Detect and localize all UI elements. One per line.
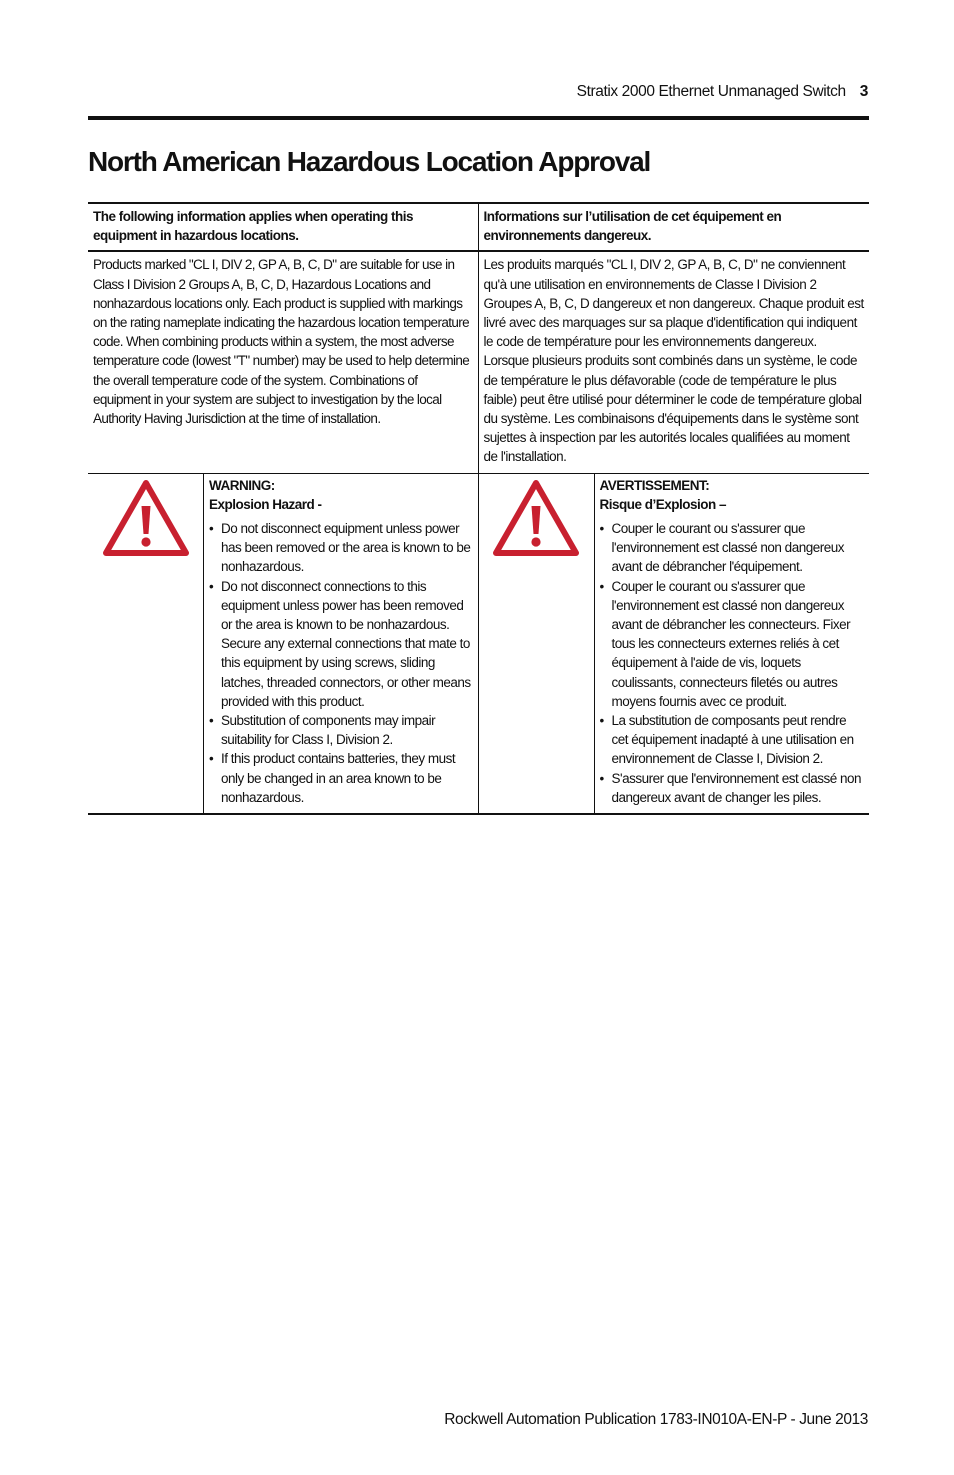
header-rule: [88, 116, 869, 120]
body-french: Les produits marqués "CL I, DIV 2, GP A, B, C, D" ne conviennent qu'à une utilisation en environnements de Classe I Division 2 Groupes A, B, C, D dangereux et non dangereux. Chaque produit est livré avec des marquages sur sa plaque d'identification qui indiquent le code de température pour les environnements dangereux. Lorsque plusieurs produits sont combinés dans un système, le code de température le plus défavorable (code de température le plus faible) peut être utilisé pour déterminer le code de température global du système. Les combinaisons d'équipements dans le système sont sujettes à inspection par les autorités locales qualifiées au moment de l'installation.: [483, 257, 864, 465]
warning-french-cell: [479, 474, 870, 813]
warning-row: [88, 474, 869, 813]
running-header: [88, 83, 868, 101]
page-number: 3: [859, 83, 868, 100]
avertissement-bullet: • Couper le courant ou s'assurer que l'environnement est classé non dangereux avant de débrancher l'équipement.: [600, 519, 866, 577]
footer-publication: Rockwell Automation Publication 1783-IN010A-EN-P - June 2013: [444, 1411, 868, 1428]
header-french: Informations sur l’utilisation de cet équipement en environnements dangereux.: [483, 209, 782, 244]
body-english-cell: [88, 252, 479, 472]
warning-label: WARNING:: [209, 477, 275, 493]
warning-bullet-list: [209, 519, 474, 807]
warning-bullet: • Do not disconnect equipment unless power has been removed or the area is known to be nonhazardous.: [209, 519, 474, 577]
warning-french-icon-cell: [479, 474, 595, 813]
table-body-row: [88, 252, 869, 473]
hazardous-location-table: [88, 202, 869, 815]
avertissement-bullet: • Couper le courant ou s'assurer que l'environnement est classé non dangereux avant de débrancher les connecteurs. Fixer tous les connecteurs externes reliés à cet équipement à l'aide de vis, loquets coulissants, connecteurs filetés ou autres moyens fournis avec ce produit.: [600, 577, 866, 711]
warning-bullet: • Substitution of components may impair suitability for Class I, Division 2.: [209, 711, 474, 749]
warning-french-text: [595, 474, 870, 813]
warning-bullet: • Do not disconnect connections to this equipment unless power has been removed or the area is known to be nonhazardous. Secure any external connections that mate to this equipment by using screws, sliding latches, threaded connectors, or other means provided with this product.: [209, 577, 474, 711]
page-title: North American Hazardous Location Approval: [88, 146, 651, 177]
warning-bullet: • If this product contains batteries, they must only be changed in an area known to be nonhazardous.: [209, 749, 474, 807]
warning-triangle-icon: [493, 479, 579, 557]
avertissement-label: AVERTISSEMENT:: [599, 477, 710, 493]
warning-subtitle: Explosion Hazard -: [209, 496, 322, 512]
warning-english-text: [204, 474, 478, 813]
table-header-row: [88, 204, 869, 252]
avertissement-bullet-list: [600, 519, 866, 807]
warning-english-cell: [88, 474, 479, 813]
warning-triangle-icon: [103, 479, 189, 557]
avertissement-bullet: • S'assurer que l'environnement est classé non dangereux avant de changer les piles.: [600, 769, 866, 807]
body-english: Products marked "CL I, DIV 2, GP A, B, C, D" are suitable for use in Class I Division 2 Groups A, B, C, D, Hazardous Locations and nonhazardous locations only. Each product is supplied with markings on the rating nameplate indicating the hazardous location temperature code. When combining products within a system, the most adverse temperature code (lowest "T" number) may be used to help determine the overall temperature code of the system. Combinations of equipment in your system are subject to investigation by the local Authority Having Jurisdiction at the time of installation.: [93, 257, 470, 427]
body-french-cell: [479, 252, 870, 472]
header-english: The following information applies when operating this equipment in hazardous locations.: [88, 204, 479, 250]
doc-title: Stratix 2000 Ethernet Unmanaged Switch: [576, 83, 846, 100]
avertissement-bullet: • La substitution de composants peut rendre cet équipement inadapté à une utilisation en environnement de Classe I, Division 2.: [600, 711, 866, 769]
avertissement-subtitle: Risque d’Explosion –: [599, 496, 727, 512]
warning-english-icon-cell: [88, 474, 204, 813]
